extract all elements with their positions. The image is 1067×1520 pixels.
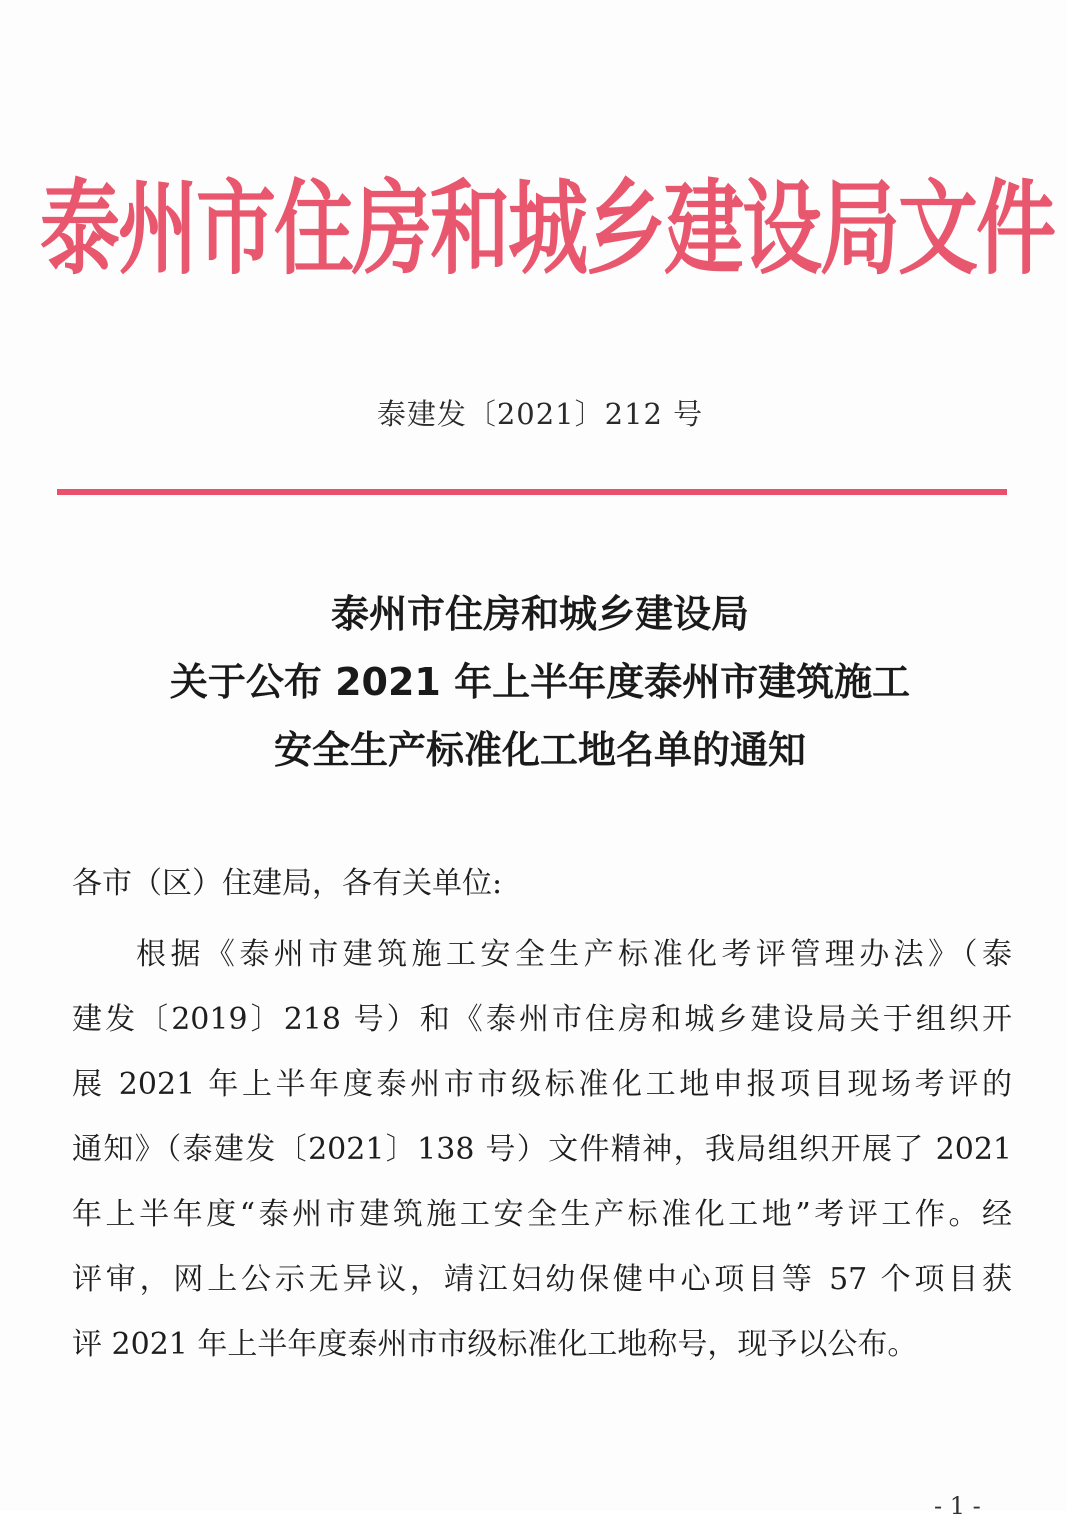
red-divider-line <box>57 489 1007 495</box>
addressee: 各市（区）住建局，各有关单位: <box>72 866 503 901</box>
body-line-1: 根据《泰州市建筑施工安全生产标准化考评管理办法》（泰 <box>136 937 1012 972</box>
body-line-3: 展 2021 年上半年度泰州市市级标准化工地申报项目现场考评的 <box>72 1067 1012 1102</box>
body-line-6: 评审，网上公示无异议，靖江妇幼保健中心项目等 57 个项目获 <box>72 1262 1012 1297</box>
document-masthead: 泰州市住房和城乡建设局文件 <box>40 169 1054 289</box>
document-title <box>0 580 1067 784</box>
document-number: 泰建发〔2021〕212 号 <box>376 397 704 431</box>
body-line-4: 通知》（泰建发〔2021〕138 号）文件精神，我局组织开展了 2021 <box>72 1132 1012 1167</box>
body-line-5: 年上半年度“泰州市建筑施工安全生产标准化工地”考评工作。经 <box>72 1197 1012 1232</box>
body-line-7: 评 2021 年上半年度泰州市市级标准化工地称号，现予以公布。 <box>72 1327 918 1362</box>
title-line-2: 关于公布 2021 年上半年度泰州市建筑施工 <box>169 660 911 704</box>
title-line-1: 泰州市住房和城乡建设局 <box>330 592 749 636</box>
body-line-2: 建发〔2019〕218 号）和《泰州市住房和城乡建设局关于组织开 <box>72 1002 1012 1037</box>
body-paragraph <box>72 922 1012 1377</box>
title-line-3: 安全生产标准化工地名单的通知 <box>273 728 806 772</box>
page-number: - 1 - <box>934 1492 981 1520</box>
